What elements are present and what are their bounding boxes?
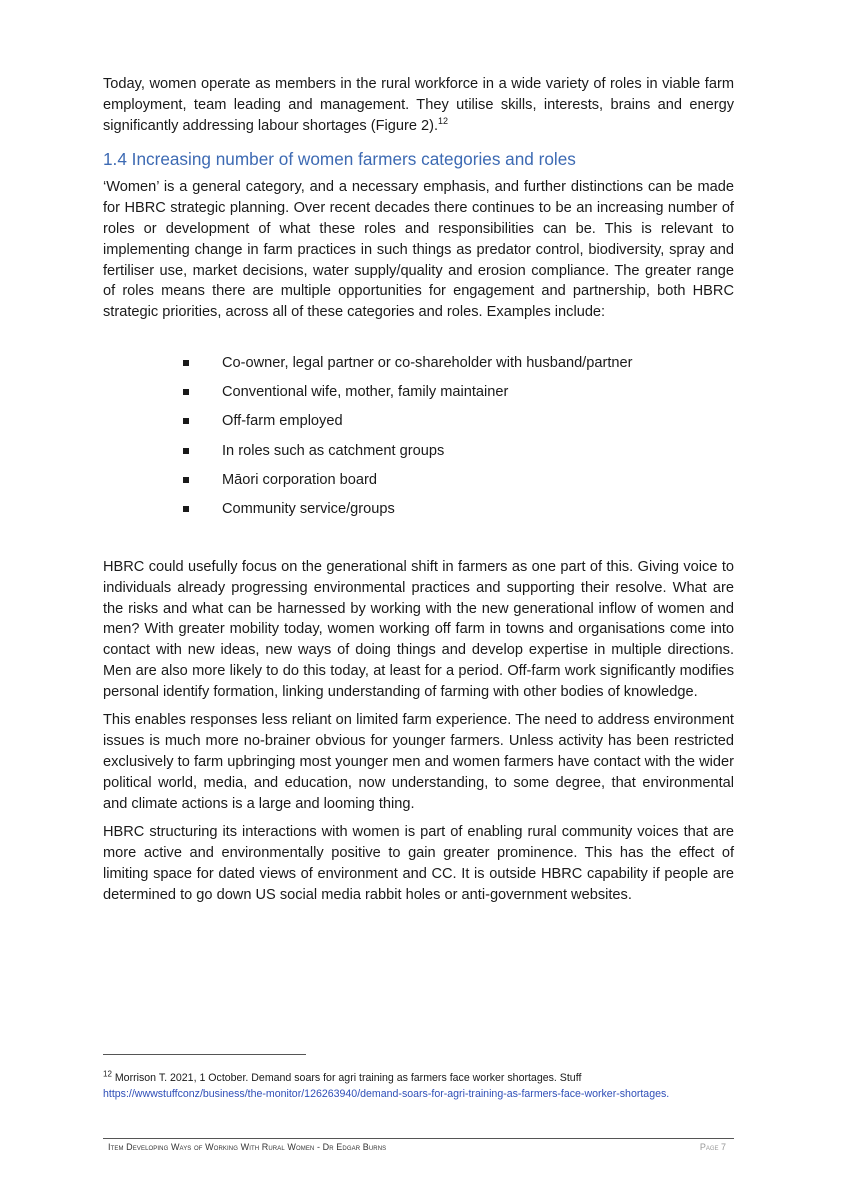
footnote-link[interactable]: https://wwwstuffconz/business/the-monitor/126263940/demand-soars-for-agri-training-as-farmers-face-worker-shortages.: [103, 1087, 670, 1100]
footer-document-title: Item Developing Ways of Working With Rural Women - Dr Edgar Burns: [108, 1142, 387, 1152]
square-bullet-icon: [183, 389, 189, 395]
list-item-text: Conventional wife, mother, family maintainer: [222, 384, 509, 401]
footnote-number: 12: [103, 1069, 112, 1079]
square-bullet-icon: [183, 506, 189, 512]
list-item-text: Māori corporation board: [222, 471, 377, 488]
footer-page-number: Page 7: [699, 1142, 726, 1152]
square-bullet-icon: [183, 418, 189, 424]
list-item: [183, 382, 734, 402]
list-item: [183, 441, 734, 461]
list-item: [183, 353, 734, 373]
list-item: [183, 470, 734, 490]
list-item-text: Community service/groups: [222, 500, 395, 517]
roles-list: [103, 353, 734, 519]
intro-paragraph: [103, 74, 734, 136]
list-item-text: In roles such as catchment groups: [222, 442, 445, 459]
intro-text: Today, women operate as members in the rural workforce in a wide variety of roles in viable farm employment, team leading and management. They utilise skills, interests, brains and energy significantly addressing labour shortages (Figure 2).: [103, 76, 734, 134]
section-paragraph: ‘Women’ is a general category, and a necessary emphasis, and further distinctions can be made for HBRC strategic planning. Over recent decades there continues to be an increasing number of roles or development of what these roles and responsibilities can be. This is relevant to implementing change in farm practices in such things as predator control, biodiversity, spray and fertiliser use, market decisions, water supply/quality and erosion compliance. The greater range of roles means there are multiple opportunities for engagement and partnership, both HBRC strategic priorities, across all of these categories and roles. Examples include:: [103, 179, 734, 321]
list-item-text: Off-farm employed: [222, 413, 343, 430]
body-paragraph-2: This enables responses less reliant on limited farm experience. The need to address environment issues is much more no-brainer obvious for younger farmers. Unless activity has been restricted exclusively to farm upbringing most younger men and women farmers have contact with the wider political world, media, and education, now understanding, to some degree, that environmental and climate actions is a large and looming thing.: [103, 712, 734, 812]
footnote-divider: [103, 1054, 306, 1055]
square-bullet-icon: [183, 360, 189, 366]
body-paragraph-1: HBRC could usefully focus on the generational shift in farmers as one part of this. Giving voice to individuals already progressing environmental practices and supporting their resolve. What are the risks and what can be harnessed by working with the new generational inflow of women and men? With greater mobility today, women working off farm in towns and organisations come into contact with new ideas, new ways of doing things and develop expertise in multiple directions. Men are also more likely to do this today, at least for a period. Off-farm work significantly modifies personal identify formation, linking understanding of farming with other bodies of knowledge.: [103, 558, 734, 700]
square-bullet-icon: [183, 448, 189, 454]
footnote-text: Morrison T. 2021, 1 October. Demand soars for agri training as farmers face worker shortages. Stuff: [114, 1072, 582, 1084]
section-heading: 1.4 Increasing number of women farmers categories and roles: [103, 149, 576, 170]
list-item: [183, 411, 734, 431]
page-content: [103, 74, 734, 914]
square-bullet-icon: [183, 477, 189, 483]
list-item-text: Co-owner, legal partner or co-shareholder with husband/partner: [222, 354, 633, 371]
footer-divider: [103, 1138, 734, 1139]
list-item: [183, 499, 734, 519]
footnote: [103, 1071, 734, 1102]
body-paragraph-3: HBRC structuring its interactions with women is part of enabling rural community voices that are more active and environmentally positive to gain greater prominence. This has the effect of limiting space for dated views of environment and CC. It is outside HBRC capability if people are determined to go down US social media rabbit holes or anti-government websites.: [103, 824, 734, 903]
footnote-reference[interactable]: 12: [438, 115, 449, 126]
